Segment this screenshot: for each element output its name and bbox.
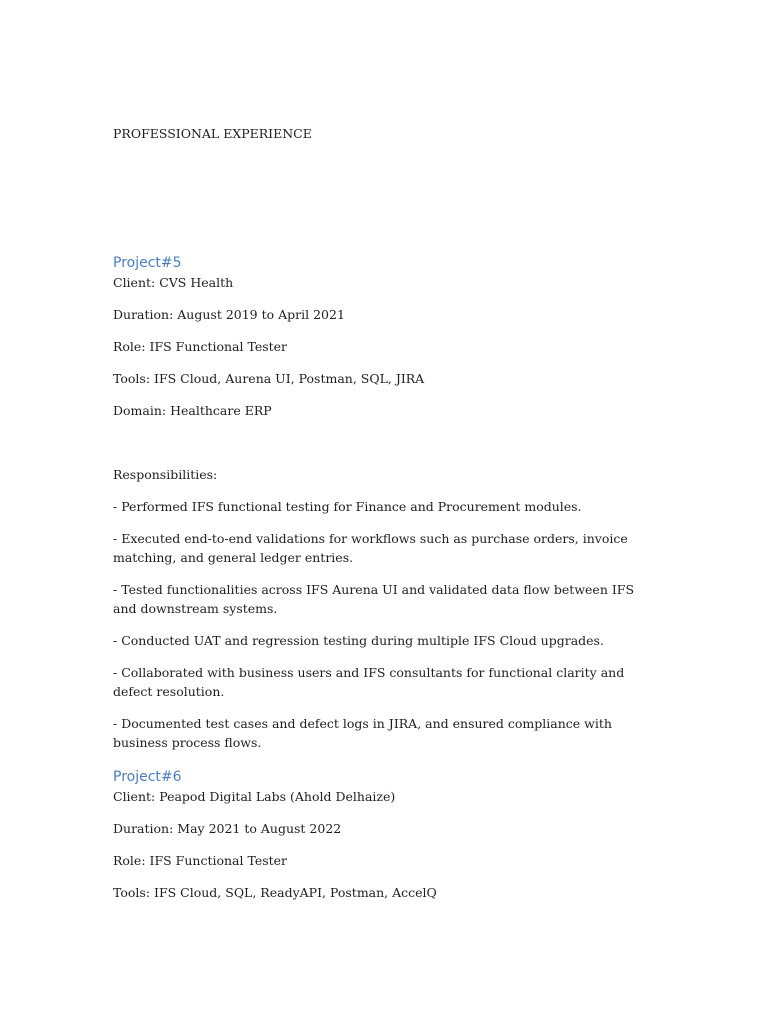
responsibility-item: - Conducted UAT and regression testing during multiple IFS Cloud upgrades. bbox=[113, 633, 604, 648]
responsibility-item: - Executed end-to-end validations for workflows such as purchase orders, invoice matching, and general ledger entries. bbox=[113, 531, 628, 565]
responsibility-item: - Collaborated with business users and IFS consultants for functional clarity and defect resolution. bbox=[113, 665, 625, 699]
section-title: PROFESSIONAL EXPERIENCE bbox=[113, 126, 312, 141]
responsibility-item: - Documented test cases and defect logs in JIRA, and ensured compliance with business process flows. bbox=[113, 716, 612, 750]
project-duration: Duration: August 2019 to April 2021 bbox=[113, 307, 345, 322]
project-heading: Project#6 bbox=[113, 769, 182, 785]
project-tools: Tools: IFS Cloud, SQL, ReadyAPI, Postman, AccelQ bbox=[113, 885, 437, 900]
project-role: Role: IFS Functional Tester bbox=[113, 339, 288, 354]
project-block-5 bbox=[113, 253, 673, 765]
project-tools: Tools: IFS Cloud, Aurena UI, Postman, SQL, JIRA bbox=[113, 371, 425, 386]
project-heading: Project#5 bbox=[113, 255, 182, 271]
project-block-6 bbox=[113, 767, 673, 915]
responsibilities-header: Responsibilities: bbox=[113, 467, 218, 482]
project-client: Client: CVS Health bbox=[113, 275, 234, 290]
responsibility-item: - Tested functionalities across IFS Aurena UI and validated data flow between IFS and downstream systems. bbox=[113, 582, 635, 616]
project-duration: Duration: May 2021 to August 2022 bbox=[113, 821, 342, 836]
project-client: Client: Peapod Digital Labs (Ahold Delhaize) bbox=[113, 789, 396, 804]
project-role: Role: IFS Functional Tester bbox=[113, 853, 288, 868]
responsibility-item: - Performed IFS functional testing for Finance and Procurement modules. bbox=[113, 499, 582, 514]
project-domain: Domain: Healthcare ERP bbox=[113, 403, 272, 418]
blank-line bbox=[113, 433, 673, 465]
